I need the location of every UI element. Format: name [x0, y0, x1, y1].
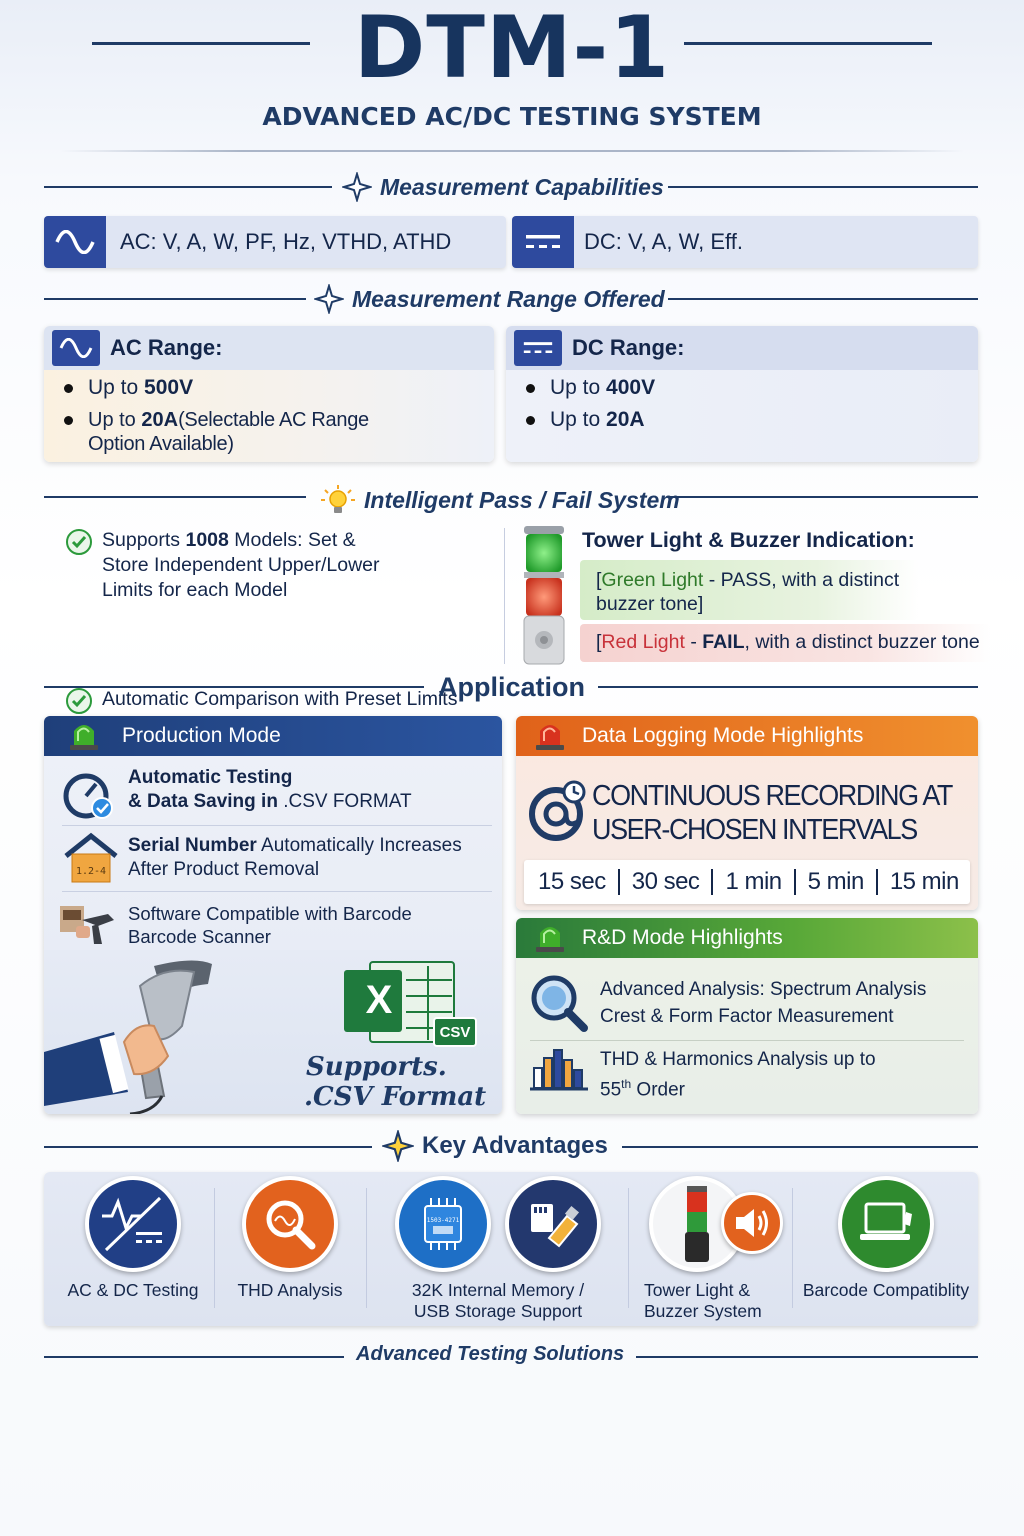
advantage-ac-dc: [56, 1176, 210, 1301]
dc-range-card: [506, 326, 978, 462]
dc-range-voltage: Up to 400V: [506, 376, 978, 400]
advantage-divider: [792, 1188, 793, 1308]
advantages-heading: [382, 1130, 608, 1162]
advantage-ac-dc-label: AC & DC Testing: [67, 1280, 199, 1300]
barcode-laptop-icon: [838, 1176, 934, 1272]
advantages-heading-text: Key Advantages: [422, 1132, 608, 1159]
green-light-label: Green Light: [601, 569, 704, 591]
sine-wave-icon: [52, 330, 100, 366]
passfail-heading-text: Intelligent Pass / Fail System: [364, 486, 680, 513]
capabilities-heading-text: Measurement Capabilities: [380, 173, 664, 200]
auto-testing-row: Automatic Testing & Data Saving in .CSV FORMAT: [62, 766, 492, 826]
data-logging-panel: [516, 716, 978, 910]
continuous-recording-line1: CONTINUOUS RECORDING AT: [592, 780, 952, 812]
range-heading: [314, 284, 665, 314]
footer-rule-right: [636, 1356, 978, 1358]
interval-divider: [876, 869, 878, 895]
footer-rule-left: [44, 1356, 344, 1358]
ac-dc-testing-icon: [85, 1176, 181, 1272]
advantage-memory: [372, 1176, 624, 1322]
memory-chip-label: 1503-4271: [426, 1217, 460, 1224]
thd-analysis-icon: [242, 1176, 338, 1272]
interval-option[interactable]: 15 min: [889, 868, 959, 895]
section-rule-right: [668, 298, 978, 300]
barcode-scanner-small-icon: [58, 900, 120, 948]
ac-capabilities-text: AC: V, A, W, PF, Hz, VTHD, ATHD: [120, 229, 452, 254]
section-rule-right: [670, 496, 978, 498]
auto-testing-label: Automatic Testing: [128, 767, 293, 788]
speaker-icon: [721, 1192, 783, 1254]
advantage-divider: [628, 1188, 629, 1308]
data-logging-title: Data Logging Mode Highlights: [582, 724, 864, 747]
tower-light-icon: [514, 524, 574, 668]
lightbulb-icon: [320, 484, 356, 516]
advantage-thd-label: THD Analysis: [237, 1280, 343, 1300]
interval-option[interactable]: 5 min: [807, 868, 864, 895]
hand-barcode-scanner-icon: [44, 956, 264, 1114]
tower-title: Tower Light & Buzzer Indication:: [582, 528, 915, 552]
footer-tagline: Advanced Testing Solutions: [356, 1343, 625, 1365]
ac-range-current-value: 20A: [141, 409, 179, 431]
section-rule-left: [44, 298, 306, 300]
page-title: DTM-1: [353, 0, 671, 98]
serial-number-row: 1.2-4 Serial Number Automatically Increases After Product Removal: [62, 830, 492, 892]
advantage-divider: [214, 1188, 215, 1308]
bar-chart-icon: [530, 1046, 588, 1092]
advantage-barcode: [796, 1176, 976, 1301]
house-counter-icon: [62, 832, 120, 886]
rnd-mode-header: [516, 918, 978, 958]
section-rule-right: [668, 186, 978, 188]
supports-csv-line2: .CSV Format: [304, 1082, 487, 1112]
dc-range-header: [506, 326, 978, 370]
advantage-tower: [634, 1176, 784, 1322]
interval-bar: [524, 860, 970, 904]
advanced-analysis-text: Advanced Analysis: Spectrum Analysis Crest & Form Factor Measurement: [600, 979, 927, 1027]
passfail-heading: [320, 484, 680, 516]
section-rule-left: [44, 686, 424, 688]
ac-capabilities-box: [44, 216, 506, 268]
barcode-compat-row: [58, 898, 492, 948]
production-mode-title: Production Mode: [122, 724, 281, 747]
checkmark-icon: [66, 529, 92, 555]
section-rule-left: [44, 186, 332, 188]
sparkle-icon: [382, 1130, 414, 1162]
continuous-recording-line2: USER-CHOSEN INTERVALS: [592, 814, 917, 846]
gauge-check-icon: [62, 770, 116, 822]
csv-badge: CSV: [439, 1024, 471, 1041]
red-beacon-icon: [534, 721, 566, 751]
section-rule-right: [598, 686, 978, 688]
green-beacon-icon: [68, 721, 100, 751]
red-light-label: Red Light: [601, 631, 685, 653]
header-divider: [60, 150, 964, 152]
section-rule-left: [44, 1146, 372, 1148]
sparkle-icon: [342, 172, 372, 202]
ac-range-current: Up to 20A(Selectable AC Range Option Available): [44, 408, 424, 456]
checkmark-icon: [66, 688, 92, 714]
sine-wave-icon: [44, 216, 106, 268]
check-item-models: Supports 1008 Models: Set & Store Independent Upper/Lower Limits for each Model: [66, 528, 396, 603]
excel-letter: X: [365, 978, 393, 1022]
page-subtitle: ADVANCED AC/DC TESTING SYSTEM: [262, 102, 762, 131]
supports-csv-line1: Supports.: [306, 1052, 447, 1082]
magnifier-analysis-icon: [528, 972, 588, 1034]
rnd-mode-panel: [516, 918, 978, 1114]
advantage-barcode-label: Barcode Compatiblity: [802, 1280, 970, 1300]
dc-symbol-icon: [512, 216, 574, 268]
green-light-box: [Green Light - PASS, with a distinct buzzer tone]: [580, 560, 918, 620]
usb-storage-icon: [505, 1176, 601, 1272]
green-beacon-icon: [534, 923, 566, 953]
thd-harmonics-text: THD & Harmonics Analysis up to 55th Order: [600, 1049, 876, 1101]
memory-chip-icon: [395, 1176, 491, 1272]
application-heading: Application: [438, 672, 585, 702]
section-rule-right: [622, 1146, 978, 1148]
rnd-divider: [530, 1040, 964, 1041]
interval-option[interactable]: 15 sec: [538, 868, 606, 895]
sparkle-icon: [314, 284, 344, 314]
dc-capabilities-box: [512, 216, 978, 268]
ac-range-voltage: Up to 500V: [44, 376, 494, 400]
advantage-memory-label: 32K Internal Memory / USB Storage Support: [411, 1280, 585, 1321]
ac-range-card: [44, 326, 494, 462]
production-mode-header: [44, 716, 502, 756]
capabilities-heading: [342, 172, 664, 202]
interval-option[interactable]: 30 sec: [631, 868, 700, 895]
dc-symbol-icon: [514, 330, 562, 366]
red-light-box: [Red Light - FAIL, with a distinct buzzer tone: [580, 624, 990, 662]
ac-range-title: AC Range:: [110, 335, 223, 360]
production-mode-panel: [44, 716, 502, 1114]
dc-range-current: Up to 20A: [506, 408, 978, 432]
interval-option[interactable]: 1 min: [725, 868, 782, 895]
recording-at-icon: [526, 778, 586, 844]
ac-range-header: [44, 326, 494, 370]
interval-divider: [794, 869, 796, 895]
data-logging-header: [516, 716, 978, 756]
check-item-comparison: Automatic Comparison with Preset Limits: [66, 687, 496, 712]
dc-range-title: DC Range:: [572, 335, 685, 360]
advantage-divider: [366, 1188, 367, 1308]
interval-divider: [618, 869, 620, 895]
interval-divider: [711, 869, 713, 895]
range-heading-text: Measurement Range Offered: [352, 285, 665, 312]
svg-text:1.2-4: 1.2-4: [75, 866, 107, 877]
section-rule-left: [44, 496, 306, 498]
scanner-art-area: [44, 950, 502, 1114]
barcode-compat-text: Software Compatible with Barcode Barcode Scanner: [128, 903, 412, 947]
rnd-mode-title: R&D Mode Highlights: [582, 926, 783, 949]
dc-capabilities-text: DC: V, A, W, Eff.: [584, 229, 743, 254]
passfail-divider: [504, 528, 505, 664]
advantage-thd: [218, 1176, 362, 1301]
advantage-tower-label: Tower Light & Buzzer System: [644, 1280, 762, 1321]
